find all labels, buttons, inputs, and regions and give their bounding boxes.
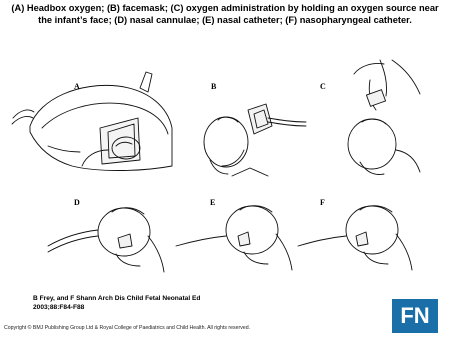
facemask-illustration: [204, 104, 306, 176]
citation-authors: B Frey, and F Shann Arch Dis Child Fetal Neonatal Ed: [33, 295, 201, 302]
nasal-cannulae-illustration: [48, 208, 164, 272]
journal-logo: FN: [392, 299, 438, 333]
panel-label-e: E: [210, 198, 216, 207]
copyright-notice: Copyright © BMJ Publishing Group Ltd & Royal College of Paediatrics and Child Health. All rights reserved.: [4, 325, 251, 331]
panel-label-d: D: [74, 198, 80, 207]
headbox-illustration: [12, 72, 172, 171]
citation: [33, 294, 200, 312]
nasopharyngeal-catheter-illustration: [298, 206, 412, 270]
panel-label-c: C: [320, 82, 326, 91]
nasal-catheter-illustration: [176, 206, 292, 270]
panel-label-b: B: [211, 82, 217, 91]
held-oxygen-source-illustration: [348, 60, 420, 175]
figure-title: (A) Headbox oxygen; (B) facemask; (C) oxygen administration by holding an oxygen source near the infant’s face; (D) nasal cannulae; (E) nasal catheter; (F) nasopharyngeal catheter.: [11, 3, 439, 25]
panel-label-a: A: [74, 82, 80, 91]
citation-reference: 2003;88:F84-F88: [33, 304, 85, 311]
panel-label-f: F: [320, 198, 325, 207]
